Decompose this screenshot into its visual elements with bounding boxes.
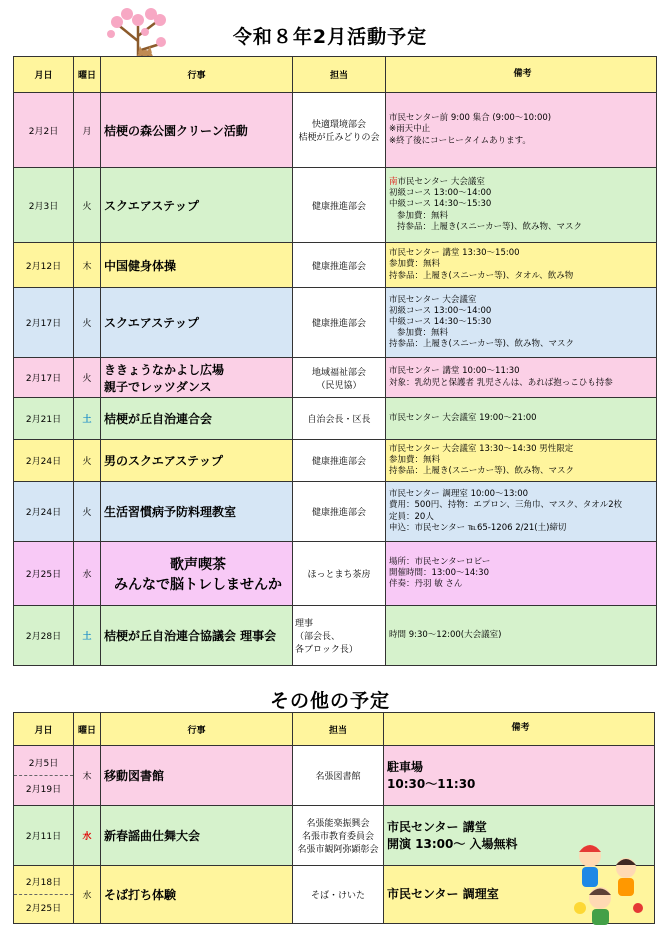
row-event: 生活習慣病予防料理教室 xyxy=(101,482,293,542)
row-day: 水 xyxy=(74,806,101,866)
header-note: 備考 xyxy=(386,57,657,93)
row-dept: そば・けいた xyxy=(293,866,384,924)
row-day: 木 xyxy=(74,746,101,806)
row-note: 市民センター前 9:00 集合 (9:00〜10:00) ※雨天中止 ※終了後にコーヒータイムあります。 xyxy=(386,93,657,168)
row-day: 木 xyxy=(74,243,101,288)
row-day: 土 xyxy=(74,606,101,666)
row-dept: 健康推進部会 xyxy=(293,288,386,358)
header-dept: 担当 xyxy=(293,713,384,746)
row-dates: 2月5日 2月19日 xyxy=(14,746,74,806)
row-event: 桔梗が丘自治連合会 xyxy=(101,398,293,440)
row-date: 2月24日 xyxy=(14,440,74,482)
table-row xyxy=(14,288,657,358)
row-date: 2月3日 xyxy=(14,168,74,243)
row-note: 南市民センター 大会議室 初級コース 13:00〜14:00 中級コース 14:30〜15:30 参加費：無料 持参品：上履き(スニーカー等)、飲み物、マスク xyxy=(386,168,657,243)
row-day: 火 xyxy=(74,358,101,398)
main-schedule-table xyxy=(13,56,657,666)
row-event: 中国健身体操 xyxy=(101,243,293,288)
row-date: 2月17日 xyxy=(14,288,74,358)
row-date: 2月12日 xyxy=(14,243,74,288)
table-row xyxy=(14,398,657,440)
row-event: スクエアステップ xyxy=(101,288,293,358)
table-row xyxy=(14,542,657,606)
row-note: 市民センター 調理室 xyxy=(384,866,655,924)
row-day: 水 xyxy=(74,542,101,606)
row-dept: 地域福祉部会 （民児協） xyxy=(293,358,386,398)
row-event: そば打ち体験 xyxy=(101,866,293,924)
table-row xyxy=(14,168,657,243)
page-title: 令和８年2月活動予定 xyxy=(232,26,428,48)
table-row xyxy=(14,606,657,666)
row-note: 市民センター 大会議室 初級コース 13:00〜14:00 中級コース 14:30〜15:30 参加費：無料 持参品：上履き(スニーカー等)、飲み物、マスク xyxy=(386,288,657,358)
row-note: 市民センター 講堂 13:30〜15:00 参加費：無料 持参品：上履き(スニーカー等)、タオル、飲み物 xyxy=(386,243,657,288)
row-dept: 快適環境部会 桔梗が丘みどりの会 xyxy=(293,93,386,168)
row-note: 時間 9:30〜12:00(大会議室) xyxy=(386,606,657,666)
row-dept: 名張能楽振興会 名張市教育委員会 名張市観阿弥顕彰会 xyxy=(293,806,384,866)
table-row xyxy=(14,93,657,168)
other-schedule-title: その他の予定 xyxy=(269,690,390,712)
row-event: 歌声喫茶 みんなで脳トレしませんか xyxy=(101,542,293,606)
other-schedule-table xyxy=(13,712,655,924)
header-day: 曜日 xyxy=(74,713,101,746)
row-date: 2月21日 xyxy=(14,398,74,440)
row-dept: 健康推進部会 xyxy=(293,168,386,243)
row-dept: 名張図書館 xyxy=(293,746,384,806)
header-event: 行事 xyxy=(101,713,293,746)
row-event: ききょうなかよし広場 親子でレッツダンス xyxy=(101,358,293,398)
row-dept: 自治会長・区長 xyxy=(293,398,386,440)
row-date: 2月28日 xyxy=(14,606,74,666)
header-note: 備考 xyxy=(384,713,655,746)
table-row xyxy=(14,243,657,288)
header-date: 月日 xyxy=(14,57,74,93)
row-dept: 健康推進部会 xyxy=(293,243,386,288)
row-dates: 2月11日 xyxy=(14,806,74,866)
table-row xyxy=(14,482,657,542)
table-row xyxy=(14,440,657,482)
row-day: 土 xyxy=(74,398,101,440)
table-header xyxy=(14,57,657,93)
row-note: 市民センター 調理室 10:00〜13:00 費用：500円、持物：エプロン、三角巾、マスク、タオル2枚 定員：20人 申込：市民センター ℡65-1206 2/21(土)締切 xyxy=(386,482,657,542)
header-dept: 担当 xyxy=(293,57,386,93)
row-day: 火 xyxy=(74,482,101,542)
header-event: 行事 xyxy=(101,57,293,93)
row-day: 火 xyxy=(74,440,101,482)
row-dept: ほっとまち茶房 xyxy=(293,542,386,606)
row-dept: 健康推進部会 xyxy=(293,440,386,482)
row-event: スクエアステップ xyxy=(101,168,293,243)
row-dates: 2月18日 2月25日 xyxy=(14,866,74,924)
row-day: 月 xyxy=(74,93,101,168)
row-day: 火 xyxy=(74,288,101,358)
header-date: 月日 xyxy=(14,713,74,746)
table-row xyxy=(14,746,655,806)
row-dept: 理事 （部会長、 各ブロック長） xyxy=(293,606,386,666)
row-event: 桔梗の森公園クリーン活動 xyxy=(101,93,293,168)
row-dept: 健康推進部会 xyxy=(293,482,386,542)
table-row xyxy=(14,866,655,924)
row-date: 2月25日 xyxy=(14,542,74,606)
row-event: 男のスクエアステップ xyxy=(101,440,293,482)
row-note: 市民センター 大会議室 19:00〜21:00 xyxy=(386,398,657,440)
row-note: 市民センター 大会議室 13:30〜14:30 男性限定 参加費：無料 持参品：上履き(スニーカー等)、飲み物、マスク xyxy=(386,440,657,482)
header-day: 曜日 xyxy=(74,57,101,93)
row-date: 2月17日 xyxy=(14,358,74,398)
row-date: 2月2日 xyxy=(14,93,74,168)
row-note: 駐車場 10:30〜11:30 xyxy=(384,746,655,806)
row-note: 市民センター 講堂 開演 13:00〜 入場無料 xyxy=(384,806,655,866)
row-event: 桔梗が丘自治連合協議会 理事会 xyxy=(101,606,293,666)
row-date: 2月24日 xyxy=(14,482,74,542)
table-row xyxy=(14,358,657,398)
row-day: 水 xyxy=(74,866,101,924)
row-event: 新春謡曲仕舞大会 xyxy=(101,806,293,866)
row-event: 移動図書館 xyxy=(101,746,293,806)
table-header xyxy=(14,713,655,746)
children-festival-illustration xyxy=(570,838,648,928)
row-note: 市民センター 講堂 10:00〜11:30 対象：乳幼児と保護者 乳児さんは、あれば抱っこひも持参 xyxy=(386,358,657,398)
row-day: 火 xyxy=(74,168,101,243)
row-note: 場所：市民センターロビー 開催時間：13:00〜14:30 伴奏：丹羽 敏 さん xyxy=(386,542,657,606)
table-row xyxy=(14,806,655,866)
